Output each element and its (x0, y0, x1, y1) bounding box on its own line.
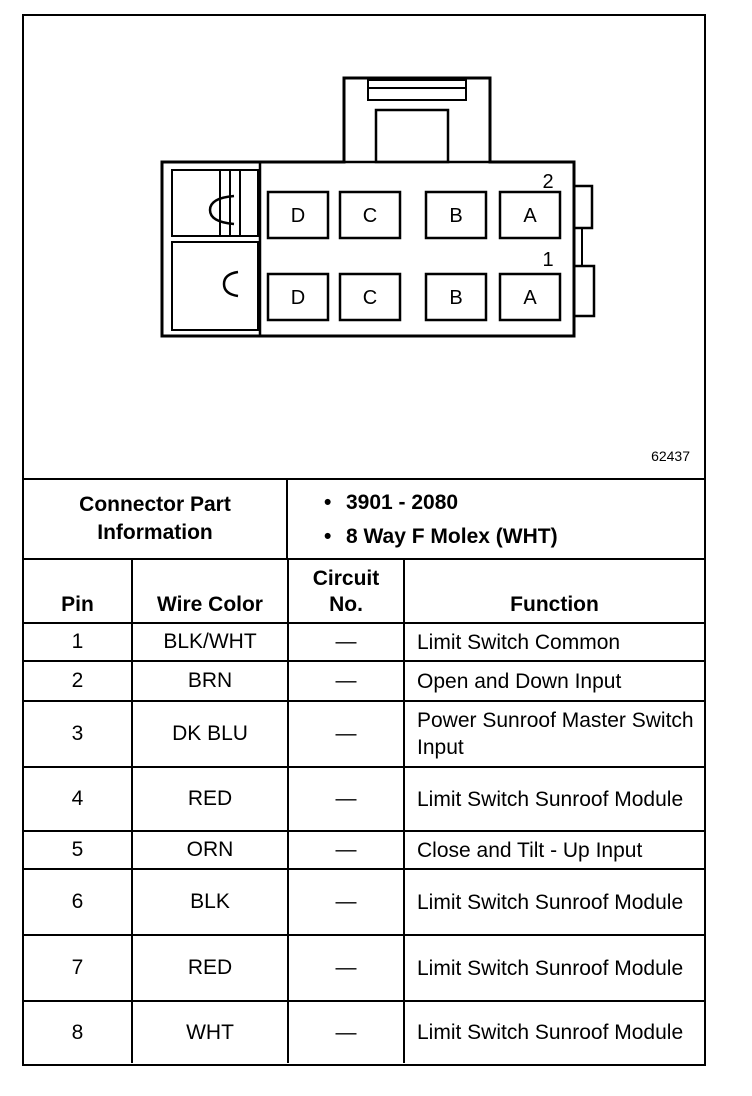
description-line (324, 520, 558, 554)
circuit-cell: — (288, 767, 404, 831)
cavity-label: C (362, 287, 378, 309)
header-circuit: Circuit No. (288, 560, 404, 623)
connector-info-row (24, 478, 704, 560)
table-row (24, 623, 704, 661)
pin-cell: 8 (24, 1001, 132, 1063)
cavity-label: A (523, 205, 537, 227)
pin-cell: 2 (24, 661, 132, 701)
latch-lower (172, 242, 258, 330)
circuit-cell: — (288, 935, 404, 1001)
function-cell: Limit Switch Sunroof Module (404, 869, 704, 935)
pin-cell: 3 (24, 701, 132, 767)
connector-info-label: Connector Part Information (24, 480, 288, 558)
row-label-2: 2 (542, 171, 554, 193)
connector-info-values (324, 486, 558, 554)
bullet: • (324, 491, 332, 514)
pin-table (24, 560, 704, 1063)
circuit-cell: — (288, 1001, 404, 1063)
wire-color-cell: ORN (132, 831, 288, 869)
wire-color-cell: BLK/WHT (132, 623, 288, 661)
function-cell: Limit Switch Common (404, 623, 704, 661)
cavity-label: C (362, 205, 378, 227)
cavity-label: A (523, 287, 537, 309)
part-number: 3901 - 2080 (346, 491, 459, 514)
circuit-cell: — (288, 661, 404, 701)
function-cell: Limit Switch Sunroof Module (404, 1001, 704, 1063)
wire-color-cell: BRN (132, 661, 288, 701)
header-pin: Pin (24, 560, 132, 623)
pin-cell: 4 (24, 767, 132, 831)
latch-upper (172, 170, 258, 236)
wire-color-cell: DK BLU (132, 701, 288, 767)
side-tab-lower (574, 266, 594, 316)
pin-cell: 5 (24, 831, 132, 869)
cavity-label: B (449, 287, 463, 309)
table-row (24, 1001, 704, 1063)
table-row (24, 767, 704, 831)
wire-color-cell: BLK (132, 869, 288, 935)
side-tab-upper (574, 186, 592, 228)
pin-table-header (24, 560, 704, 623)
cavity-label: B (449, 205, 463, 227)
cavity-housing (260, 162, 574, 336)
circuit-cell: — (288, 701, 404, 767)
pin-cell: 7 (24, 935, 132, 1001)
header-wire-color: Wire Color (132, 560, 288, 623)
table-row (24, 869, 704, 935)
figure-id: 62437 (651, 448, 690, 464)
cavity-label: D (290, 287, 306, 309)
table-row (24, 661, 704, 701)
table-row (24, 831, 704, 869)
lock-tab (368, 80, 466, 100)
function-cell: Limit Switch Sunroof Module (404, 935, 704, 1001)
table-row (24, 701, 704, 767)
row-label-1: 1 (542, 249, 554, 271)
pin-cell: 1 (24, 623, 132, 661)
pin-cell: 6 (24, 869, 132, 935)
lock-window (376, 110, 448, 162)
header-function: Function (404, 560, 704, 623)
function-cell: Open and Down Input (404, 661, 704, 701)
wire-color-cell: RED (132, 935, 288, 1001)
bullet: • (324, 525, 332, 548)
wire-color-cell: RED (132, 767, 288, 831)
circuit-cell: — (288, 831, 404, 869)
connector-diagram (24, 16, 704, 478)
function-cell: Power Sunroof Master Switch Input (404, 701, 704, 767)
connector-description: 8 Way F Molex (WHT) (346, 525, 558, 548)
connector-sheet (22, 14, 706, 1066)
circuit-cell: — (288, 623, 404, 661)
cavity-label: D (290, 205, 306, 227)
table-row (24, 935, 704, 1001)
function-cell: Limit Switch Sunroof Module (404, 767, 704, 831)
part-number-line (324, 486, 558, 520)
circuit-cell: — (288, 869, 404, 935)
wire-color-cell: WHT (132, 1001, 288, 1063)
function-cell: Close and Tilt - Up Input (404, 831, 704, 869)
